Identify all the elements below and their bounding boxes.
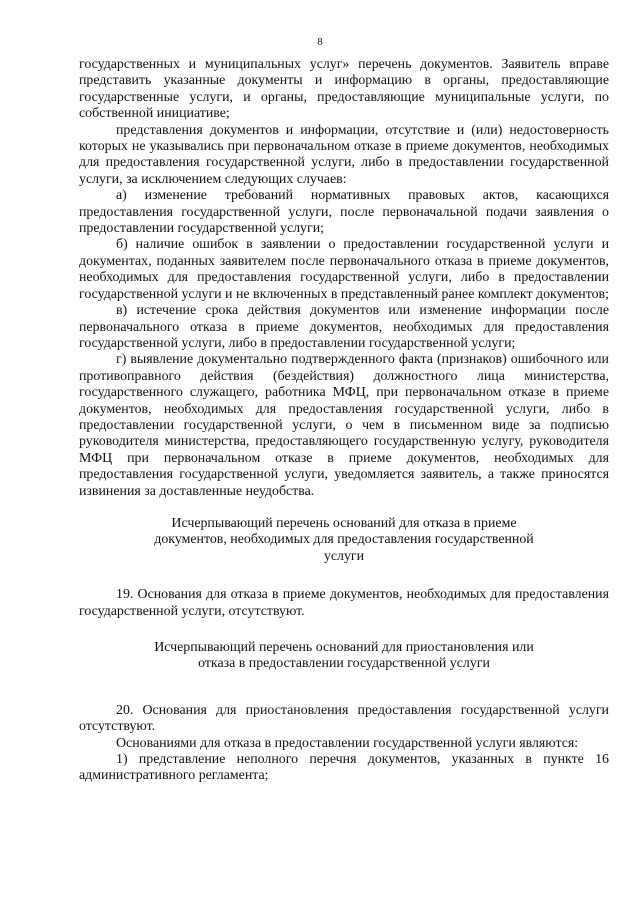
paragraph-refusal-grounds: Основаниями для отказа в предоставлении государственной услуги являются: — [116, 735, 579, 751]
list-item-b: б) наличие ошибок в заявлении о предоставлении государственной услуги и документах, поданных заявителем после первоначального отказа в приеме документов, необходимых для предоставления государственной услуги, либо в предоставлении государственной услуги и не включенных в представленный ранее комплект документов; — [79, 237, 609, 302]
list-item-v: в) истечение срока действия документов или изменение информации после первоначального отказа в приеме документов, необходимых для предоставления государственной услуги, либо в предоставлении государственной услуги; — [79, 303, 609, 351]
list-item-1: 1) представление неполного перечня документов, указанных в пункте 16 административного регламента; — [79, 752, 609, 784]
section-heading-suspension-refusal: Исчерпывающий перечень оснований для приостановления или отказа в предоставлении государственной услуги — [154, 640, 534, 672]
page-number: 8 — [317, 36, 323, 48]
paragraph-19: 19. Основания для отказа в приеме документов, необходимых для предоставления государственной услуги, отсутствуют. — [79, 587, 609, 619]
paragraph-documents-list: представления документов и информации, отсутствие и (или) недостоверность которых не указывались при первоначальном отказе в приеме документов, необходимых для предоставления государственной услуги, либо в предоставлении государственной услуги, за исключением следующих случаев: — [79, 122, 609, 187]
paragraph-continuation: государственных и муниципальных услуг» перечень документов. Заявитель вправе представить указанные документы и информацию в органы, предоставляющие государственные услуги, и органы, предоставляющие муниципальные услуги, по собственной инициативе; — [79, 57, 609, 122]
section-heading-refusal-reception: Исчерпывающий перечень оснований для отказа в приеме документов, необходимых для предоставления государственной услуги — [154, 515, 534, 564]
paragraph-20: 20. Основания для приостановления предоставления государственной услуги отсутствуют. — [79, 702, 609, 735]
list-item-a: а) изменение требований нормативных правовых актов, касающихся предоставления государственной услуги, после первоначальной подачи заявления о предоставлении государственной услуги; — [79, 188, 609, 237]
list-item-g: г) выявление документально подтвержденного факта (признаков) ошибочного или противоправного действия (бездействия) должностного лица министерства, государственного служащего, работника МФЦ, при первоначальном отказе в приеме документов, необходимых для предоставления государственной услуги, либо в предоставлении государственной услуги, о чем в письменном виде за подписью руководителя министерства, предоставляющего государственную услугу, руководителя МФЦ при первоначальном отказе в приеме документов, необходимых для предоставления государственной услуги, уведомляется заявитель, а также приносятся извинения за доставленные неудобства. — [79, 352, 609, 499]
document-body — [79, 57, 609, 785]
